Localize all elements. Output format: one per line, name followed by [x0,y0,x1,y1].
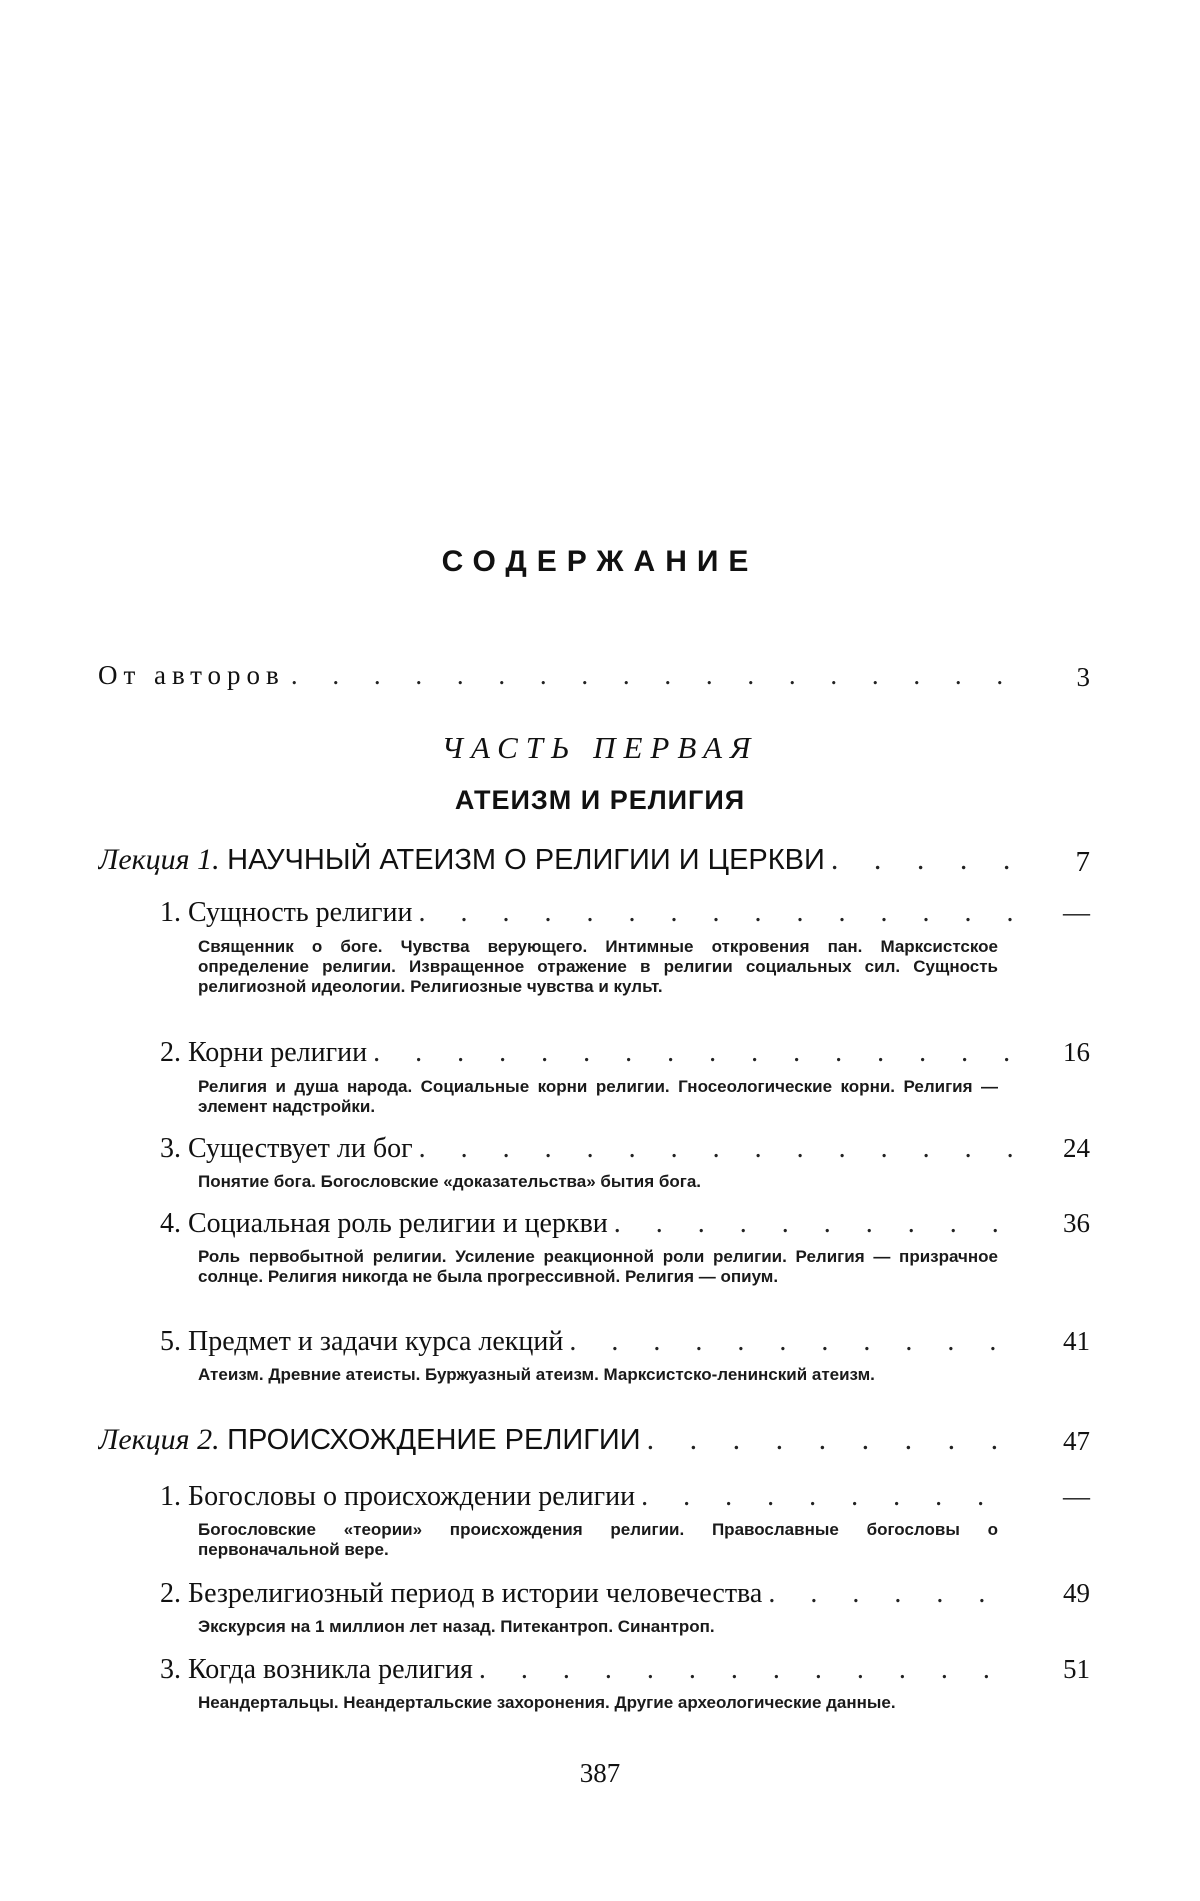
toc-entry-section [160,897,1020,929]
leader-dots [569,1326,1014,1358]
leader-dots [419,1133,1014,1165]
toc-entry-section [160,1654,1020,1686]
part-title: ЧАСТЬ ПЕРВАЯ [441,730,759,765]
leader-dots [831,843,1022,877]
toc-entry-section [160,1326,1020,1358]
section-description: Атеизм. Древние атеисты. Буржуазный атеизм. Марксистско-ленинский атеизм. [198,1365,875,1384]
section-title: 1. Сущность религии [160,897,413,928]
entry-page: 16 [1063,1037,1090,1067]
toc-entry-section [160,1037,1020,1069]
entry-page: 51 [1063,1654,1090,1684]
section-description: Неандертальцы. Неандертальские захоронения. Другие археологические данные. [198,1693,896,1712]
entry-page: 47 [1063,1426,1090,1456]
lecture-prefix: Лекция 1. [98,843,220,876]
entry-label: От авторов [98,660,285,690]
entry-label [98,1423,641,1457]
toc-entry-preface [98,660,1018,691]
entry-page: 49 [1063,1578,1090,1608]
leader-dots [291,660,1012,691]
entry-page: — [1063,1481,1090,1511]
section-title: 4. Социальная роль религии и церкви [160,1208,608,1239]
page-number: 387 [579,1758,621,1788]
section-title: 2. Безрелигиозный период в истории человечества [160,1578,763,1609]
entry-page: 24 [1063,1133,1090,1163]
lecture-title: ПРОИСХОЖДЕНИЕ РЕЛИГИИ [227,1424,641,1456]
leader-dots [768,1578,1014,1610]
part-subtitle: АТЕИЗМ И РЕЛИГИЯ [454,785,746,815]
entry-page: — [1063,897,1090,927]
entry-page: 3 [1076,662,1090,692]
leader-dots [479,1654,1014,1686]
toc-heading: СОДЕРЖАНИЕ [441,545,759,578]
section-description: Религия и душа народа. Социальные корни религии. Гносеологические корни. Религия — элемент надстройки. [198,1077,998,1116]
leader-dots [614,1208,1014,1240]
entry-page: 7 [1075,846,1090,878]
leader-dots [419,897,1015,929]
lecture-title: НАУЧНЫЙ АТЕИЗМ О РЕЛИГИИ И ЦЕРКВИ [227,844,825,876]
toc-entry-section [160,1133,1020,1165]
leader-dots [641,1481,1014,1513]
toc-entry-section [160,1208,1020,1240]
entry-page: 36 [1063,1208,1090,1238]
section-description: Священник о боге. Чувства верующего. Интимные откровения пан. Марксистское определение религии. Извращенное отражение в религии социальных сил. Сущность религиозной идеологии. Религиозные чувства и культ. [198,937,998,996]
leader-dots [647,1423,1022,1457]
section-description: Богословские «теории» происхождения религии. Православные богословы о первоначальной вере. [198,1520,998,1559]
section-title: 2. Корни религии [160,1037,368,1068]
toc-entry-section [160,1578,1020,1610]
leader-dots [373,1037,1014,1069]
section-description: Экскурсия на 1 миллион лет назад. Питекантроп. Синантроп. [198,1617,715,1636]
section-title: 3. Когда возникла религия [160,1654,473,1685]
toc-entry-lecture-1 [98,843,1028,877]
section-description: Понятие бога. Богословские «доказательства» бытия бога. [198,1172,701,1191]
section-title: 3. Существует ли бог [160,1133,413,1164]
section-title: 5. Предмет и задачи курса лекций [160,1326,564,1357]
entry-page: 41 [1063,1326,1090,1356]
entry-label [98,843,825,877]
toc-entry-section [160,1481,1020,1513]
section-title: 1. Богословы о происхождении религии [160,1481,636,1512]
toc-entry-lecture-2 [98,1423,1028,1457]
section-description: Роль первобытной религии. Усиление реакционной роли религии. Религия — призрачное солнце. Религия никогда не была прогрессивной. Религия — опиум. [198,1247,998,1286]
lecture-prefix: Лекция 2. [98,1423,220,1456]
